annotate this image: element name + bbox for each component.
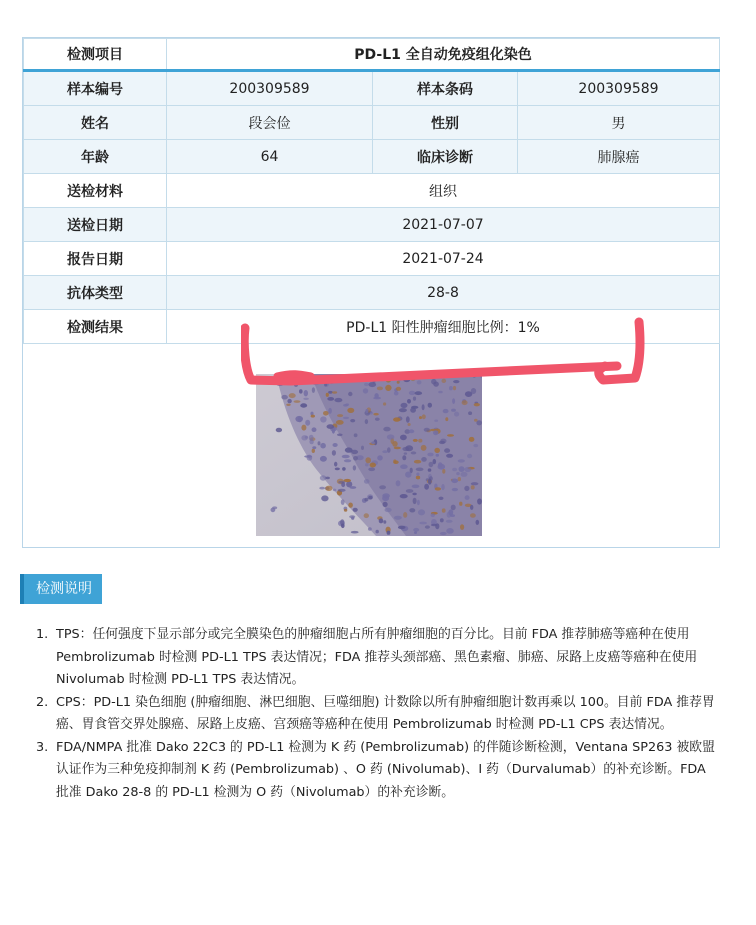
cell-mark — [325, 486, 332, 491]
cell-mark — [422, 414, 426, 419]
cell-mark — [338, 481, 345, 484]
cell-mark — [405, 472, 411, 478]
cell-mark — [442, 469, 445, 474]
cell-mark — [365, 463, 369, 466]
age-value: 64 — [167, 140, 373, 174]
gender-label: 性别 — [373, 106, 518, 140]
cell-mark — [439, 497, 444, 500]
cell-mark — [393, 460, 398, 464]
cell-mark — [416, 476, 420, 480]
cell-mark — [309, 435, 314, 441]
cell-mark — [348, 503, 353, 508]
report-date-value: 2021-07-24 — [167, 242, 720, 276]
cell-mark — [379, 518, 384, 523]
result-value: PD-L1 阳性肿瘤细胞比例：1% — [167, 310, 720, 344]
cell-mark — [396, 480, 401, 486]
note-number: 3. — [36, 739, 49, 755]
cell-mark — [445, 417, 448, 421]
cell-mark — [451, 409, 456, 412]
cell-mark — [438, 464, 446, 470]
result-table — [23, 38, 720, 344]
cell-mark — [411, 406, 418, 409]
cell-mark — [425, 525, 430, 528]
cell-mark — [321, 495, 328, 501]
cell-mark — [320, 443, 326, 449]
cell-mark — [332, 450, 336, 456]
cell-mark — [399, 408, 407, 412]
cell-mark — [312, 446, 316, 449]
cell-mark — [312, 449, 315, 453]
cell-mark — [375, 418, 380, 421]
name-value: 段会俭 — [167, 106, 373, 140]
cell-mark — [446, 520, 453, 523]
cell-mark — [368, 468, 375, 472]
cell-mark — [433, 430, 438, 435]
table-row — [24, 71, 720, 106]
cell-mark — [345, 403, 349, 405]
cell-mark — [336, 420, 344, 425]
cell-mark — [364, 513, 369, 518]
cell-mark — [424, 484, 429, 490]
cell-mark — [419, 416, 422, 419]
antibody-value: 28-8 — [167, 276, 720, 310]
report-card — [22, 37, 720, 548]
note-text: TPS：任何强度下显示部分或完全膜染色的肿瘤细胞占所有肿瘤细胞的百分比。目前 FDA 推荐肺癌等癌种在使用 Pembrolizumab 时检测 PD-L1 TPS 表达情况；FDA 推荐头颈部癌、黑色素瘤、肺癌、尿路上皮癌等癌种在使用 Nivolumab 时检测 PD-L1 TPS 表达情况。 — [56, 627, 698, 687]
cell-mark — [383, 520, 386, 524]
cell-mark — [365, 457, 371, 463]
cell-mark — [365, 409, 368, 413]
barcode-value: 200309589 — [518, 71, 720, 106]
cell-mark — [441, 484, 444, 490]
submit-date-label: 送检日期 — [24, 208, 167, 242]
cell-mark — [400, 494, 408, 498]
cell-mark — [474, 403, 480, 406]
cell-mark — [385, 508, 392, 512]
cell-mark — [365, 419, 368, 424]
cell-mark — [440, 532, 447, 535]
cell-mark — [300, 403, 307, 407]
cell-mark — [407, 399, 411, 404]
cell-mark — [433, 459, 437, 464]
cell-mark — [424, 428, 430, 432]
cell-mark — [305, 420, 310, 426]
cell-mark — [442, 508, 446, 512]
table-header-row — [24, 39, 720, 71]
cell-mark — [476, 520, 480, 525]
cell-mark — [379, 485, 386, 489]
cell-mark — [414, 460, 421, 464]
cell-mark — [421, 445, 427, 451]
cell-mark — [458, 477, 461, 481]
cell-mark — [353, 456, 358, 461]
cell-mark — [412, 485, 420, 489]
cell-mark — [341, 499, 345, 505]
result-label: 检测结果 — [24, 310, 167, 344]
notes-list — [36, 624, 720, 804]
cell-mark — [334, 398, 342, 402]
cell-mark — [368, 496, 372, 500]
cell-mark — [471, 485, 475, 489]
cell-mark — [382, 450, 388, 453]
sample-id-value: 200309589 — [167, 71, 373, 106]
cell-mark — [461, 472, 468, 477]
cell-mark — [471, 482, 479, 485]
cell-mark — [446, 454, 453, 458]
cell-mark — [413, 439, 418, 442]
cell-mark — [447, 512, 452, 518]
cell-mark — [350, 486, 357, 489]
cell-mark — [364, 498, 368, 502]
cell-mark — [435, 523, 439, 529]
cell-mark — [403, 512, 407, 518]
ihc-stain-image — [256, 374, 482, 536]
cell-mark — [452, 398, 455, 404]
cell-mark — [350, 419, 355, 422]
cell-mark — [361, 446, 364, 450]
cell-mark — [470, 505, 473, 510]
cell-mark — [318, 441, 321, 445]
cell-mark — [323, 411, 329, 416]
cell-mark — [440, 439, 446, 444]
cell-mark — [307, 455, 313, 461]
cell-mark — [467, 454, 472, 458]
cell-mark — [413, 528, 419, 532]
cell-mark — [353, 465, 356, 470]
cell-mark — [462, 400, 468, 405]
cell-mark — [320, 416, 326, 422]
report-date-label: 报告日期 — [24, 242, 167, 276]
table-row — [24, 276, 720, 310]
cell-mark — [435, 487, 441, 490]
note-number: 2. — [36, 694, 49, 710]
cell-mark — [327, 424, 335, 429]
cell-mark — [418, 439, 422, 443]
cell-mark — [311, 415, 315, 418]
note-number: 1. — [36, 627, 49, 642]
cell-mark — [393, 417, 400, 421]
cell-mark — [286, 404, 290, 406]
age-label: 年龄 — [24, 140, 167, 174]
cell-mark — [351, 450, 358, 454]
cell-mark — [464, 486, 469, 491]
cell-mark — [421, 457, 427, 462]
cell-mark — [394, 516, 402, 520]
cell-mark — [325, 477, 330, 480]
cell-mark — [301, 425, 306, 431]
item-label: 检测项目 — [24, 39, 167, 71]
cell-mark — [409, 508, 415, 512]
cell-mark — [342, 467, 346, 471]
cell-mark — [337, 414, 343, 417]
cell-mark — [351, 516, 354, 519]
cell-mark — [452, 488, 458, 491]
diagnosis-label: 临床诊断 — [373, 140, 518, 174]
cell-mark — [452, 468, 457, 472]
cell-mark — [371, 441, 375, 444]
cell-mark — [429, 476, 433, 481]
cell-mark — [451, 505, 456, 511]
submit-date-value: 2021-07-07 — [167, 208, 720, 242]
diagnosis-value: 肺腺癌 — [518, 140, 720, 174]
table-row — [24, 106, 720, 140]
cell-mark — [431, 513, 435, 517]
cell-mark — [459, 466, 465, 472]
cell-mark — [383, 427, 390, 432]
red-annotation-mark — [241, 314, 661, 394]
cell-mark — [337, 434, 343, 437]
cell-mark — [400, 435, 407, 441]
cell-mark — [328, 408, 332, 414]
cell-mark — [387, 531, 391, 535]
cell-mark — [319, 487, 325, 490]
cell-mark — [434, 420, 438, 422]
cell-mark — [409, 429, 415, 433]
material-label: 送检材料 — [24, 174, 167, 208]
note-text: CPS：PD-L1 染色细胞 (肿瘤细胞、淋巴细胞、巨噬细胞) 计数除以所有肿瘤细胞计数再乘以 100。目前 FDA 推荐胃癌、胃食管交界处腺癌、尿路上皮癌、宫颈癌等癌种在使用 Pembrolizumab 时检测 PD-L1 CPS 表达情况。 — [56, 694, 715, 732]
note-text: FDA/NMPA 批准 Dako 22C3 的 PD-L1 检测为 K 药 (Pembrolizumab) 的伴随诊断检测，Ventana SP263 被欧盟认证作为三种免疫抑制剂 K 药 (Pembrolizumab) 、O 药 (Nivolumab)、I 药（Durvalumab）的补充诊断。FDA 批准 Dako 28-8 的 PD-L1 检测为 O 药（Nivolumab）的补充诊断。 — [56, 739, 715, 800]
cell-mark — [428, 468, 432, 471]
cell-mark — [383, 502, 388, 507]
material-value: 组织 — [167, 174, 720, 208]
section-title: 检测说明 — [20, 574, 102, 604]
cell-mark — [364, 479, 370, 484]
cell-mark — [334, 462, 337, 467]
cell-mark — [368, 527, 372, 531]
list-item — [36, 692, 720, 737]
cell-mark — [458, 459, 465, 462]
cell-mark — [344, 509, 347, 512]
cell-mark — [312, 427, 317, 432]
cell-mark — [303, 398, 309, 400]
cell-mark — [477, 498, 482, 504]
cell-mark — [451, 479, 458, 484]
cell-mark — [376, 530, 379, 534]
item-value: PD-L1 全自动免疫组化染色 — [167, 39, 720, 71]
cell-mark — [370, 463, 376, 468]
cell-mark — [383, 402, 386, 405]
cell-mark — [427, 453, 433, 457]
cell-mark — [353, 508, 358, 512]
cell-mark — [443, 409, 449, 413]
cell-mark — [413, 498, 417, 504]
sample-id-label: 样本编号 — [24, 71, 167, 106]
cell-mark — [460, 524, 464, 530]
cell-mark — [377, 455, 383, 460]
cell-mark — [444, 448, 450, 453]
cell-mark — [342, 455, 350, 459]
cell-mark — [406, 489, 414, 493]
cell-mark — [476, 420, 482, 425]
gender-value: 男 — [518, 106, 720, 140]
cell-mark — [469, 437, 475, 442]
cell-mark — [404, 452, 407, 454]
table-row — [24, 174, 720, 208]
cell-mark — [418, 509, 425, 515]
list-item — [36, 624, 720, 692]
cell-mark — [465, 495, 470, 500]
cell-mark — [305, 436, 308, 439]
cell-mark — [394, 447, 401, 450]
cell-mark — [294, 400, 301, 403]
barcode-label: 样本条码 — [373, 71, 518, 106]
cell-mark — [327, 397, 334, 401]
cell-mark — [401, 403, 408, 408]
cell-mark — [398, 526, 406, 530]
cell-mark — [419, 522, 427, 525]
table-row — [24, 140, 720, 174]
name-label: 姓名 — [24, 106, 167, 140]
cell-mark — [343, 417, 349, 419]
cell-mark — [344, 459, 351, 462]
cell-mark — [447, 434, 454, 437]
cell-mark — [333, 489, 336, 492]
cell-mark — [295, 416, 303, 422]
cell-mark — [347, 408, 354, 413]
cell-mark — [454, 412, 459, 417]
cell-mark — [287, 399, 291, 403]
cell-mark — [370, 412, 373, 415]
cell-mark — [382, 495, 389, 501]
cell-mark — [416, 468, 424, 472]
cell-mark — [276, 428, 282, 433]
cell-mark — [271, 508, 276, 513]
cell-mark — [400, 464, 408, 469]
cell-mark — [387, 434, 395, 439]
table-row — [24, 208, 720, 242]
cell-mark — [473, 444, 478, 447]
cell-mark — [416, 473, 419, 476]
cell-mark — [459, 502, 462, 506]
cell-mark — [412, 493, 416, 496]
cell-mark — [408, 423, 411, 426]
cell-mark — [338, 489, 346, 492]
cell-mark — [464, 467, 471, 472]
cell-mark — [320, 456, 327, 462]
cell-mark — [417, 500, 420, 505]
cell-mark — [470, 513, 476, 518]
cell-mark — [402, 455, 406, 460]
cell-mark — [434, 448, 440, 453]
cell-mark — [422, 404, 425, 410]
cell-mark — [411, 451, 417, 454]
cell-mark — [414, 531, 417, 534]
cell-mark — [440, 518, 444, 522]
cell-mark — [402, 447, 409, 451]
list-item — [36, 737, 720, 805]
cell-mark — [413, 397, 416, 401]
cell-mark — [340, 519, 344, 525]
cell-mark — [351, 531, 359, 534]
cell-mark — [446, 528, 454, 534]
tissue-micrograph — [256, 374, 482, 536]
cell-mark — [281, 395, 288, 400]
antibody-label: 抗体类型 — [24, 276, 167, 310]
cell-mark — [428, 403, 432, 408]
cell-mark — [335, 468, 340, 471]
cell-mark — [406, 416, 410, 422]
cell-mark — [456, 472, 460, 475]
cell-mark — [333, 443, 338, 447]
cell-mark — [436, 454, 439, 457]
cell-mark — [429, 462, 434, 467]
cell-mark — [354, 433, 358, 437]
cell-mark — [373, 413, 378, 416]
cell-mark — [468, 411, 472, 415]
table-row — [24, 242, 720, 276]
